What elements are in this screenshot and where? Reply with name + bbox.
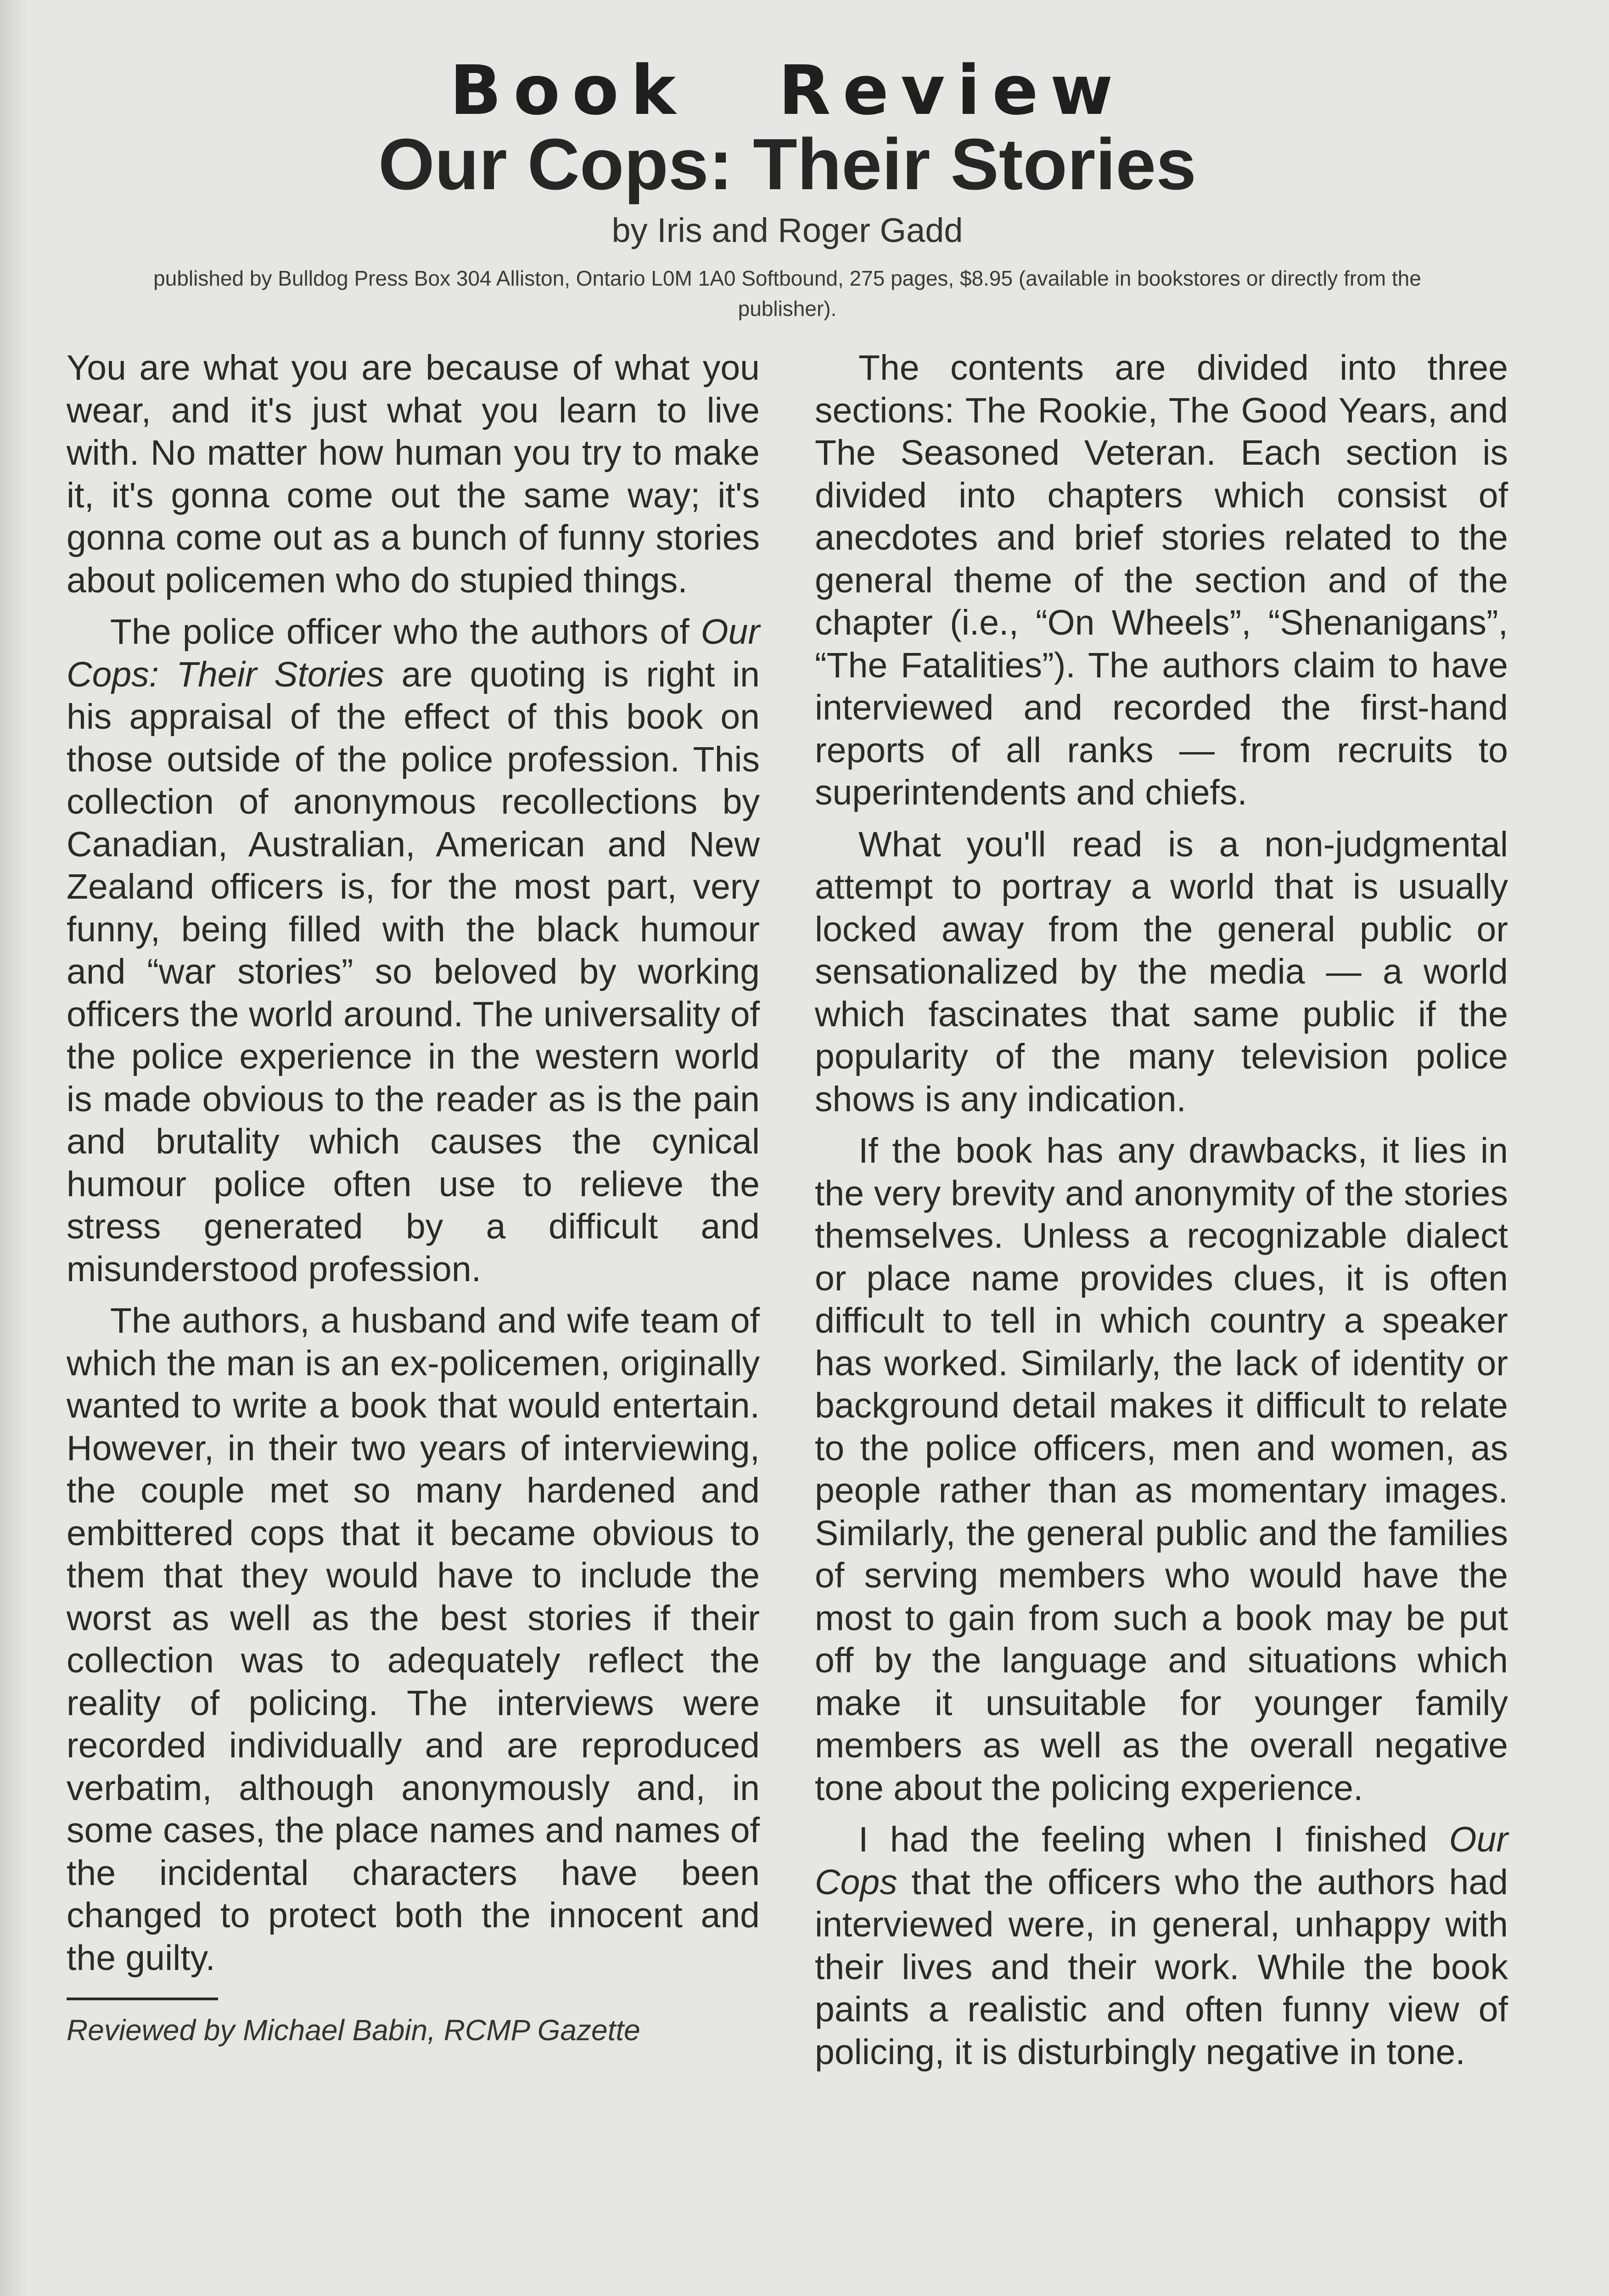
article-byline: by Iris and Roger Gadd <box>611 211 963 250</box>
left-column <box>67 347 760 2082</box>
binding-shadow <box>0 0 28 2296</box>
paragraph: If the book has any drawbacks, it lies in the very brevity and anonymity of the stories themselves. Unless a recognizable dialect or place name provides clues, it is often difficult to tell in which country a speaker has worked. Similarly, the lack of identity or background detail makes it difficult to relate to the police officers, men and women, as people rather than as momentary images. Similarly, the general public and the families of serving members who would have the most to gain from such a book may be put off by the language and situations which make it unsuitable for younger family members as well as the overall negative tone about the policing experience. <box>815 1131 1508 1808</box>
right-column <box>815 347 1508 2082</box>
paragraph: What you'll read is a non-judgmental attempt to portray a world that is usually locked away from the general public or sensationalized by the media — a world which fascinates that same public if the popularity of the many television police shows is any indication. <box>815 824 1508 1119</box>
paragraph: The contents are divided into three sections: The Rookie, The Good Years, and The Seasoned Veteran. Each section is divided into chapters which consist of anecdotes and brief stories related to the general theme of the section and of the chapter (i.e., “On Wheels”, “Shenanigans”, “The Fatalities”). The authors claim to have interviewed and recorded the first-hand reports of all ranks — from recruits to superintendents and chiefs. <box>815 348 1508 813</box>
paragraph: I had the feeling when I finished Our Cops that the officers who the authors had interviewed were, in general, unhappy with their lives and their work. While the book paints a realistic and often funny view of policing, it is disturbingly negative in tone. <box>815 1820 1508 2072</box>
publication-info: published by Bulldog Press Box 304 Alliston, Ontario L0M 1A0 Softbound, 275 pages, $8.95 (available in bookstores or directly from the publisher). <box>153 266 1421 321</box>
paragraph: The police officer who the authors of Our Cops: Their Stories are quoting is right in his appraisal of the effect of this book on those outside of the police profession. This collection of anonymous recollections by Canadian, Australian, American and New Zealand officers is, for the most part, very funny, being filled with the black humour and “war stories” so beloved by working officers the world around. The universality of the police experience in the western world is made obvious to the reader as is the pain and brutality which causes the cynical humour police often use to relieve the stress generated by a difficult and misunderstood profession. <box>67 612 760 1289</box>
reviewer-credit: Reviewed by Michael Babin, RCMP Gazette <box>67 2014 640 2047</box>
book-title-reference: Our Cops: Their Stories <box>67 612 760 694</box>
divider <box>67 1998 218 2000</box>
paragraph: You are what you are because of what you wear, and it's just what you learn to live with. No matter how human you try to make it, it's gonna come out the same way; it's gonna come out as a bunch of funny stories about policemen who do stupied things. <box>67 348 760 600</box>
paragraph: The authors, a husband and wife team of which the man is an ex-policemen, originally wanted to write a book that would entertain. However, in their two years of interviewing, the couple met so many hardened and embittered cops that it became obvious to them that they would have to include the worst as well as the best stories if their collection was to adequately reflect the reality of policing. The interviews were recorded individually and are reproduced verbatim, although anonymously and, in some cases, the place names and names of the incidental characters have been changed to protect both the innocent and the guilty. <box>67 1301 760 1978</box>
article-title: Our Cops: Their Stories <box>378 124 1197 205</box>
section-kicker: Book Review <box>449 51 1125 130</box>
article-body <box>67 347 1508 2082</box>
book-title-reference: Our Cops <box>815 1820 1508 1902</box>
magazine-page <box>67 51 1508 2082</box>
